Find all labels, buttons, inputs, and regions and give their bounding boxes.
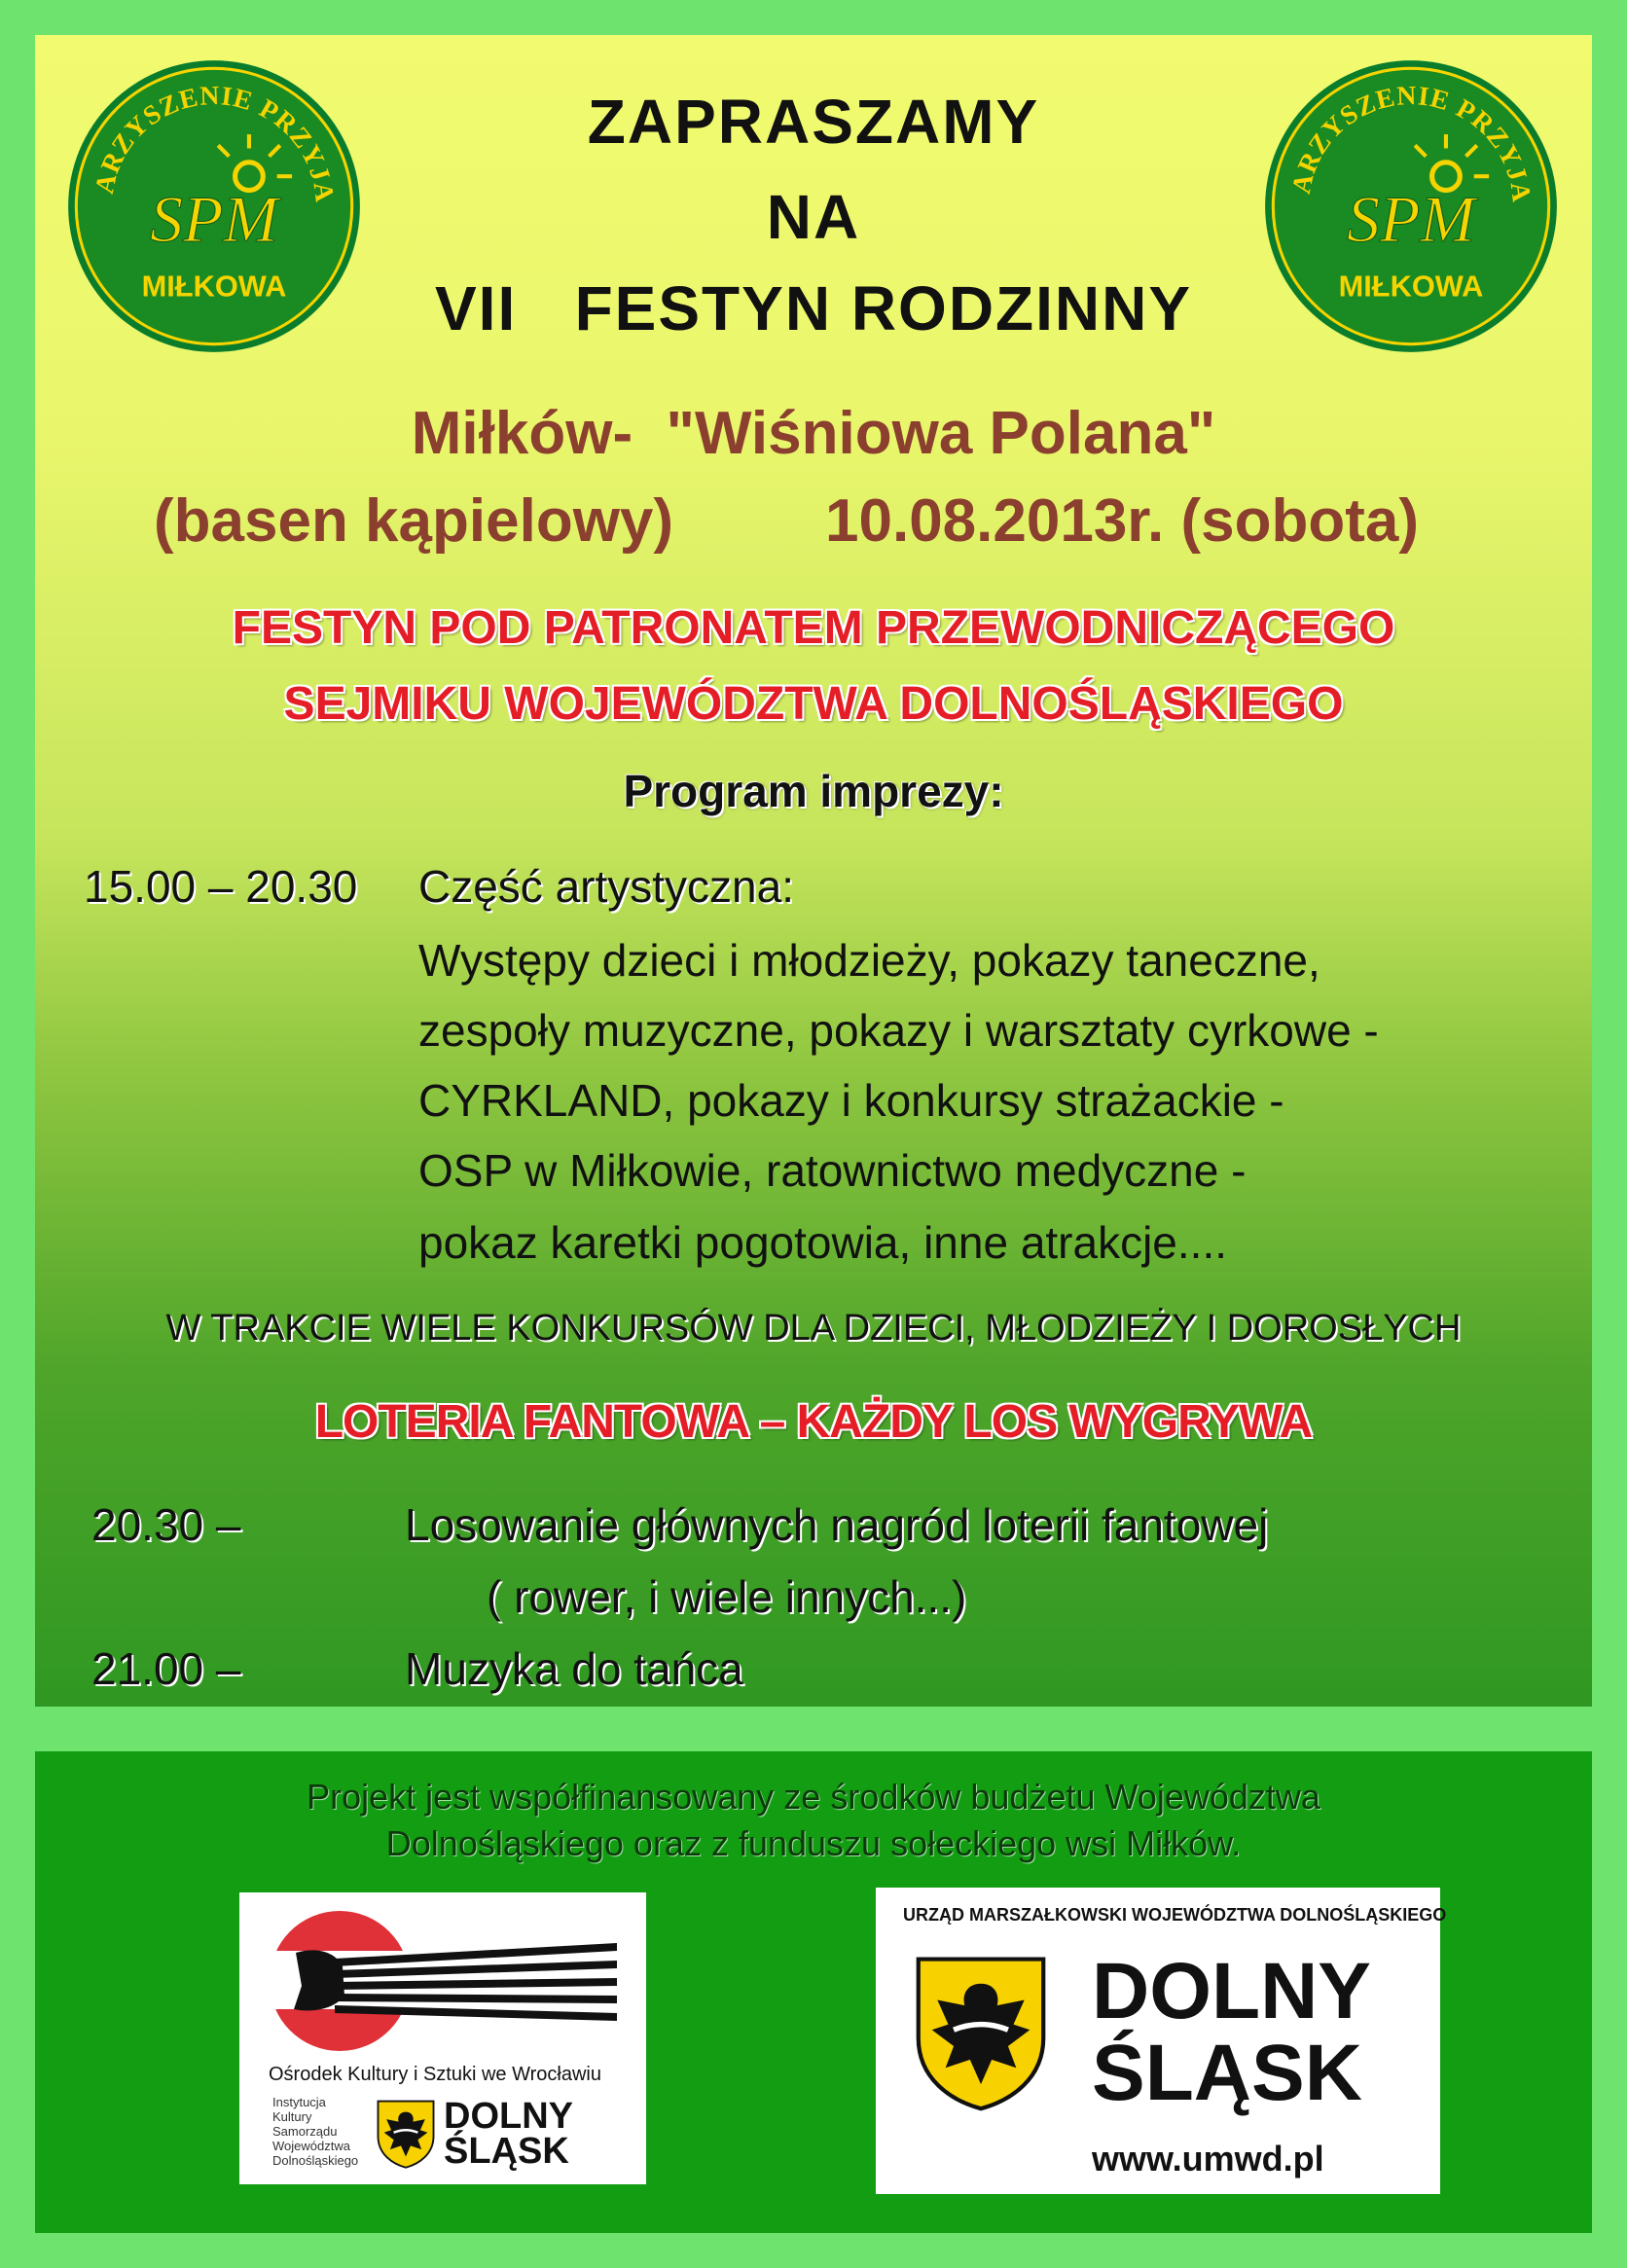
inst-line: Kultury xyxy=(272,2109,312,2124)
okis-sponsor-box xyxy=(239,1892,646,2184)
umwd-header: URZĄD MARSZAŁKOWSKI WOJEWÓDZTWA DOLNOŚLĄSKIEGO xyxy=(903,1905,1447,1925)
umwd-url: www.umwd.pl xyxy=(1092,2139,1324,2178)
program-heading: Program imprezy: xyxy=(623,766,1004,816)
umwd-brand-line-2: ŚLĄSK xyxy=(1092,2029,1362,2117)
program-line: pokaz karetki pogotowia, inne atrakcje.... xyxy=(418,1217,1228,1268)
inst-line: Województwa xyxy=(272,2139,350,2153)
program-line: zespoły muzyczne, pokazy i warsztaty cyrkowe - xyxy=(418,1005,1379,1056)
lottery-line: LOTERIA FANTOWA – KAŻDY LOS WYGRYWA xyxy=(314,1396,1313,1448)
program-item-2-sub: ( rower, i wiele innych...) xyxy=(487,1571,967,1622)
inst-line: Dolnośląskiego xyxy=(272,2153,359,2168)
location-place: (basen kąpielowy) xyxy=(154,487,674,555)
program-item-2: Losowanie głównych nagród loterii fantowej xyxy=(405,1499,1269,1550)
footer-line-1: Projekt jest współfinansowany ze środków budżetu Województwa xyxy=(307,1777,1320,1817)
contests-line: W TRAKCIE WIELE KONKURSÓW DLA DZIECI, MŁODZIEŻY I DOROSŁYCH xyxy=(165,1308,1462,1349)
program-part-1-title: Część artystyczna: xyxy=(418,861,794,912)
umwd-sponsor-box xyxy=(876,1888,1447,2194)
okis-brand-line-2: ŚLĄSK xyxy=(444,2131,569,2172)
okis-name: Ośrodek Kultury i Sztuki we Wrocławiu xyxy=(269,2064,601,2085)
program-item-3: Muzyka do tańca xyxy=(405,1643,743,1694)
header-line-3: VII FESTYN RODZINNY xyxy=(434,273,1193,343)
program-time-3: 21.00 – xyxy=(91,1643,241,1694)
logo-bottom-text: MIŁKOWA xyxy=(141,269,287,304)
logo-arc-text: ARZYSZENIE PRZYJA xyxy=(88,79,342,204)
event-date: 10.08.2013r. (sobota) xyxy=(825,487,1419,555)
eagle-crest-icon xyxy=(913,1954,1049,2111)
eagle-crest-icon xyxy=(376,2099,436,2169)
logo-monogram: SPM xyxy=(150,182,278,256)
logo-monogram: SPM xyxy=(1347,182,1475,256)
okis-logo-icon xyxy=(267,1908,617,2054)
program-line: CYRKLAND, pokazy i konkursy strażackie - xyxy=(418,1075,1284,1126)
program-time-1: 15.00 – 20.30 xyxy=(84,861,358,912)
logo-arc-text: ARZYSZENIE PRZYJA xyxy=(1284,79,1538,204)
patronage-line-2: SEJMIKU WOJEWÓDZTWA DOLNOŚLĄSKIEGO xyxy=(283,678,1344,730)
okis-brand-line-1: DOLNY xyxy=(444,2096,573,2137)
logo-bottom-text: MIŁKOWA xyxy=(1338,269,1484,304)
header-line-1: ZAPRASZAMY xyxy=(587,87,1040,157)
inst-line: Instytucja xyxy=(272,2095,326,2109)
patronage-line-1: FESTYN POD PATRONATEM PRZEWODNICZĄCEGO xyxy=(232,602,1395,654)
location-line-1: Miłków- "Wiśniowa Polana" xyxy=(411,400,1216,467)
footer-line-2: Dolnośląskiego oraz z funduszu sołeckiego wsi Miłków. xyxy=(385,1823,1242,1863)
inst-line: Samorządu xyxy=(272,2124,338,2139)
header-line-2: NA xyxy=(766,182,861,252)
program-line: Występy dzieci i młodzieży, pokazy taneczne, xyxy=(418,935,1320,986)
program-line: OSP w Miłkowie, ratownictwo medyczne - xyxy=(418,1145,1247,1196)
okis-institution-text xyxy=(272,2095,358,2168)
umwd-brand-line-1: DOLNY xyxy=(1092,1947,1371,2035)
program-time-2: 20.30 – xyxy=(91,1499,241,1550)
